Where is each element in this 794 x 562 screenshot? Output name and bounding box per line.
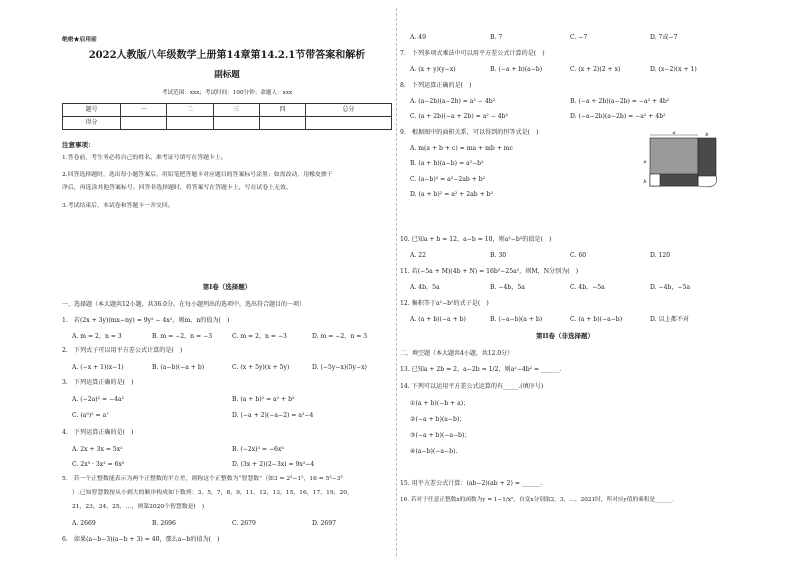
option-a[interactable]: A. 49 bbox=[410, 34, 427, 41]
option-c[interactable]: C. (x + 5y)(x + 5y) bbox=[232, 364, 290, 371]
option-a[interactable]: A. (−x + 1)(x−1) bbox=[72, 364, 124, 371]
option-c[interactable]: C. (a⁵)² = a⁷ bbox=[72, 412, 109, 419]
option-c[interactable]: C. (a−b)² = a²−2ab + b² bbox=[410, 176, 486, 183]
option-c[interactable]: C. 60 bbox=[570, 252, 587, 259]
option-c[interactable]: C. 2679 bbox=[232, 520, 256, 527]
option-d[interactable]: D. (−a−2b)(a−2b) = −a² + 4b² bbox=[570, 113, 666, 120]
question-3: 3. 下列运算正确的是( ) bbox=[62, 379, 134, 386]
question-14: 14. 下列可以运用平方差公式运算的有_____.(填序号) bbox=[400, 383, 544, 390]
label-a-top: a bbox=[672, 130, 676, 136]
question-14-item: ②(−a + b)(a−b)； bbox=[410, 416, 466, 423]
left-column bbox=[62, 0, 392, 562]
secret-label: 绝密★启用前 bbox=[62, 37, 97, 43]
question-6: 6. 如果(a−b−3)(a−b + 3) = 40，那么a−b的值为( ) bbox=[62, 536, 220, 543]
option-a[interactable]: A. m(a + b + c) = ma + mb + mc bbox=[410, 145, 513, 152]
score-table bbox=[62, 103, 392, 130]
question-16: 16. 若对于任意正整数x的函数为y = 1−1/x²，自变x分别取2，3，…，2021时，所对应y值的乘积是______. bbox=[400, 497, 675, 503]
option-a[interactable]: A. 2x + 3x = 5x² bbox=[72, 446, 123, 453]
option-b[interactable]: B. (−a−b)(a + b) bbox=[490, 316, 543, 323]
question-8: 8. 下列运算正确的是( ) bbox=[400, 82, 472, 89]
option-b[interactable]: B. (a + b)² = a² + b² bbox=[232, 396, 295, 403]
option-c[interactable]: C. (a + b)(−a−b) bbox=[570, 316, 623, 323]
option-a[interactable]: A. m = 2，n = 3 bbox=[72, 333, 122, 340]
option-b[interactable]: B. (−2x)³ = −6x³ bbox=[232, 446, 284, 453]
option-d[interactable]: D. (−5y−x)(5y−x) bbox=[312, 364, 367, 371]
note-item: 1.答卷前，考生务必将自己的姓名、准考证号填写在答题卡上。 bbox=[62, 155, 227, 161]
score-table-score-row bbox=[63, 117, 392, 130]
option-d[interactable]: D. (3x + 2)(2−3x) = 9x²−4 bbox=[232, 461, 315, 468]
option-a[interactable]: A. 4b，5a bbox=[410, 284, 440, 291]
question-7: 7. 下列多项式乘法中可以用平方差公式计算的是( ) bbox=[400, 50, 545, 57]
option-d[interactable]: D. (a + b)² = a² + 2ab + b² bbox=[410, 191, 494, 198]
option-a[interactable]: A. (−2a)² = −4a² bbox=[72, 396, 125, 403]
question-15: 15. 用平方差公式计算：(ab−2)(ab + 2) = ______. bbox=[400, 480, 543, 487]
score-input-cell[interactable] bbox=[167, 117, 213, 130]
column-divider bbox=[396, 8, 397, 556]
option-d[interactable]: D. 120 bbox=[650, 252, 671, 259]
section-1-heading: 一、选择题（本大题共12小题，共36.0分。在每小题列出的选项中，选出符合题目的一项） bbox=[62, 301, 305, 308]
score-input-cell[interactable] bbox=[121, 117, 167, 130]
question-11: 11. 若(−5a + M)(4b + N) = 16b²−25a²，则M，N分别为( ) bbox=[400, 268, 579, 275]
notes-heading: 注意事项： bbox=[62, 141, 95, 149]
volume-1-heading: 第I卷（选择题） bbox=[202, 283, 252, 291]
move-arrow bbox=[698, 176, 717, 187]
question-5-line-1: 5. 若一个正整数能表示为两个正整数的平方差，则称这个正整数为“智慧数”（如3 = 2²−1²，16 = 5²−3² bbox=[62, 476, 343, 482]
question-2: 2. 下列式子可以用平方差公式计算的是( ) bbox=[62, 347, 183, 354]
option-c[interactable]: C. −7 bbox=[570, 34, 588, 41]
score-cell: 题号 bbox=[63, 104, 121, 117]
right-column bbox=[400, 0, 730, 562]
question-4: 4. 下列运算正确的是( ) bbox=[62, 429, 134, 436]
area-diagram bbox=[640, 130, 730, 194]
option-b[interactable]: B. m = −2，n = −3 bbox=[152, 333, 213, 340]
label-a-left: a bbox=[643, 159, 647, 165]
option-d[interactable]: D. 以上都不对 bbox=[650, 316, 690, 323]
note-item: 3.考试结束后，本试卷和答题卡一并交回。 bbox=[62, 203, 174, 209]
score-cell: 三 bbox=[213, 104, 259, 117]
option-b[interactable]: B. 30 bbox=[490, 252, 507, 259]
option-c[interactable]: C. 2x³ · 3x² = 6x⁵ bbox=[72, 461, 125, 468]
page-subtitle: 副标题 bbox=[214, 70, 240, 80]
dark-right-region bbox=[698, 138, 716, 176]
question-13: 13. 已知a + 2b = 2，a−2b = 1/2，则a²−4b² = ______. bbox=[400, 366, 562, 373]
corner-square bbox=[650, 174, 660, 186]
option-a[interactable]: A. 2669 bbox=[72, 520, 96, 527]
question-5-line-3: 21，23，24，25，…，则第2020个智慧数是( ) bbox=[72, 504, 205, 510]
score-cell: 总分 bbox=[306, 104, 392, 117]
score-input-cell[interactable] bbox=[306, 117, 392, 130]
question-5-line-2: ）.已知智慧数按从小到大的顺序构成如下数列：3，5，7，8，9，11，12，13，15，16，17，19，20， bbox=[72, 490, 353, 496]
question-14-item: ③(−a + b)(−a−b)； bbox=[410, 432, 471, 439]
option-d[interactable]: D. (x−2)(x + 1) bbox=[650, 66, 697, 73]
score-cell: 一 bbox=[121, 104, 167, 117]
option-d[interactable]: D. 2697 bbox=[312, 520, 337, 527]
exam-info: 考试范围：xxx；考试时间：100分钟；命题人：xxx bbox=[161, 90, 293, 96]
option-c[interactable]: C. m = 2，n = −3 bbox=[232, 333, 287, 340]
option-d[interactable]: D. m = −2，n = 3 bbox=[312, 333, 368, 340]
option-c[interactable]: C. (x + 2)(2 + x) bbox=[570, 66, 621, 73]
volume-2-heading: 第II卷（非选择题） bbox=[535, 332, 595, 340]
option-b[interactable]: B. (−a + 2b)(a−2b) = −a² + 4b² bbox=[570, 98, 670, 105]
question-14-item: ①(a + b)(−b + a)； bbox=[410, 400, 470, 407]
option-c[interactable]: C. 4b，−5a bbox=[570, 284, 605, 291]
question-10: 10. 已知a + b = 12，a−b = 10，则a²−b²的值是( ) bbox=[400, 236, 552, 243]
question-9: 9. 根据图中的面积关系，可以得到的恒等式是( ) bbox=[400, 129, 539, 136]
label-b-top: b bbox=[705, 132, 709, 138]
note-item: 2.回答选择题时，选出每小题答案后，用铅笔把答题卡对应题目的答案标号涂黑；如需改动，用橡皮擦干 bbox=[62, 172, 333, 178]
score-input-cell[interactable] bbox=[213, 117, 259, 130]
score-cell: 四 bbox=[259, 104, 305, 117]
note-item: 净后，再选涂其他答案标号。回答非选择题时，将答案写在答题卡上，写在试卷上无效。 bbox=[62, 185, 292, 191]
option-b[interactable]: B. (a−b)(−a + b) bbox=[152, 364, 205, 371]
score-cell: 二 bbox=[167, 104, 213, 117]
page-title: 2022人教版八年级数学上册第14章第14.2.1节带答案和解析 bbox=[88, 50, 366, 61]
option-b[interactable]: B. 2696 bbox=[152, 520, 176, 527]
score-cell: 得分 bbox=[63, 117, 121, 130]
question-14-item: ④(a−b)(−a−b). bbox=[410, 448, 458, 455]
option-b[interactable]: B. −4b，5a bbox=[490, 284, 525, 291]
option-a[interactable]: A. (a−2b)(a−2b) = a² − 4b² bbox=[410, 98, 496, 105]
section-2-heading: 二、填空题（本大题共4小题，共12.0分） bbox=[400, 350, 514, 357]
label-b-left: b bbox=[643, 179, 647, 185]
option-b[interactable]: B. 7 bbox=[490, 34, 503, 41]
option-d[interactable]: D. −4b，−5a bbox=[650, 284, 691, 291]
question-1: 1. 若(2x + 3y)(mx−ny) = 9y² − 4x²，则m、n的值为( ) bbox=[62, 317, 230, 324]
option-b[interactable]: B. (−a + b)(a−b) bbox=[490, 66, 543, 73]
option-d[interactable]: D. 7或−7 bbox=[650, 34, 678, 41]
score-table-header-row bbox=[63, 104, 392, 117]
option-c[interactable]: C. (a + 2b)(−a + 2b) = a² − 4b² bbox=[410, 113, 508, 120]
score-input-cell[interactable] bbox=[259, 117, 305, 130]
option-d[interactable]: D. (−a + 2)(−a−2) = a²−4 bbox=[232, 412, 314, 419]
option-a[interactable]: A. (x + y)(y−x) bbox=[410, 66, 456, 73]
option-a[interactable]: A. 22 bbox=[410, 252, 427, 259]
option-a[interactable]: A. (a + b)(−a + b) bbox=[410, 316, 466, 323]
option-b[interactable]: B. (a + b)(a−b) = a²−b² bbox=[410, 160, 484, 167]
question-12: 12. 集积等于a²−b²的式子是( ) bbox=[400, 300, 489, 307]
